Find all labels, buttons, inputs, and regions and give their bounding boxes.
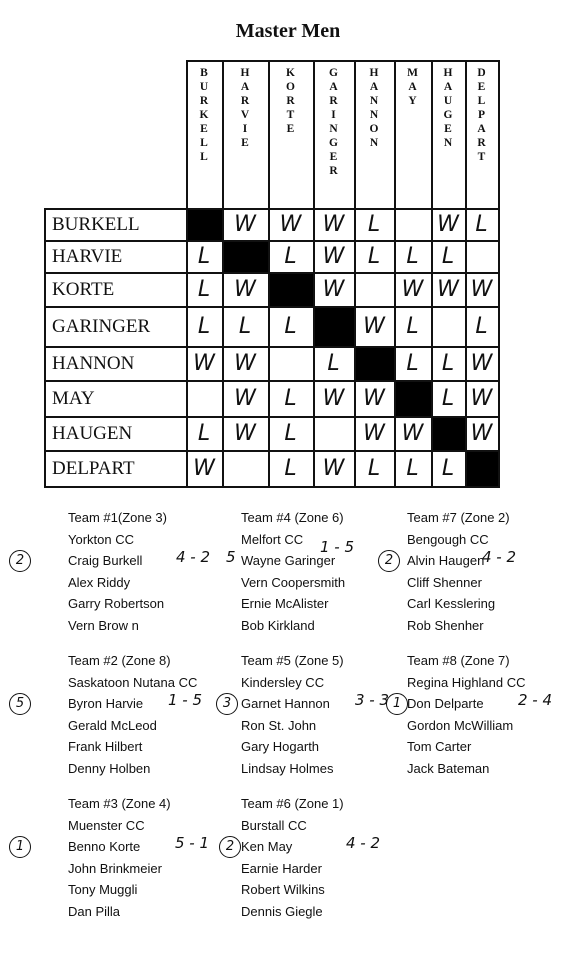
result-cell: L	[238, 313, 252, 339]
rank-circle: 5	[9, 693, 31, 715]
team-header: Team #7 (Zone 2)	[407, 510, 510, 525]
record-note: 4 - 2	[346, 834, 381, 852]
result-cell: W	[470, 420, 493, 446]
result-cell: W	[322, 385, 345, 411]
result-cell: L	[367, 243, 381, 269]
result-cell: W	[234, 276, 256, 302]
column-header: H A R V I E	[240, 67, 250, 149]
result-cell: L	[441, 455, 455, 481]
team-member: Garry Robertson	[68, 596, 165, 611]
team-club: Saskatoon Nutana CC	[68, 674, 198, 690]
team-member: John Brinkmeier	[68, 860, 162, 876]
team-member: Gordon McWilliam	[407, 717, 514, 733]
result-cell: L	[197, 276, 211, 302]
team-header: Team #3 (Zone 4)	[68, 796, 171, 811]
blocked-cell	[270, 274, 313, 306]
team-block	[241, 507, 345, 636]
team-skip: Alvin Haugen	[407, 553, 485, 568]
team-block	[68, 507, 167, 636]
row-label: HAUGEN	[52, 422, 133, 444]
team-club: Kindersley CC	[241, 674, 325, 690]
team-block	[68, 650, 197, 779]
result-cell: W	[322, 276, 345, 302]
result-cell: W	[363, 385, 385, 411]
result-cell: W	[470, 276, 493, 302]
row-label: KORTE	[52, 278, 115, 300]
result-cell: W	[279, 211, 302, 237]
team-member: Frank Hilbert	[68, 739, 143, 754]
record-note: 2 - 4	[518, 691, 553, 709]
result-cell: W	[401, 420, 424, 446]
team-header: Team #4 (Zone 6)	[241, 510, 344, 525]
team-member: Tom Carter	[407, 739, 472, 754]
result-cell: L	[197, 420, 211, 446]
result-cell: L	[441, 350, 455, 376]
team-skip: Don Delparte	[407, 696, 484, 711]
result-cell: L	[367, 455, 381, 481]
result-cell: L	[284, 243, 297, 269]
column-header: M A Y	[407, 67, 418, 107]
team-member: Denny Holben	[68, 760, 151, 776]
team-member: Tony Muggli	[68, 882, 138, 897]
team-block	[241, 793, 344, 922]
team-member: Bob Kirkland	[241, 617, 315, 633]
result-cell: W	[322, 455, 345, 481]
rank-circle: 2	[219, 836, 241, 858]
team-skip: Wayne Garinger	[241, 553, 336, 568]
team-block	[68, 793, 171, 922]
result-cell: W	[363, 313, 385, 339]
row-label: DELPART	[52, 457, 135, 479]
team-member: Jack Bateman	[407, 760, 490, 776]
result-cell: L	[406, 243, 419, 269]
team-member: Ron St. John	[241, 717, 317, 733]
team-member: Lindsay Holmes	[241, 760, 334, 776]
result-cell: L	[284, 313, 297, 339]
team-club: Melfort CC	[241, 531, 304, 547]
result-cell: W	[234, 420, 256, 446]
column-header: H A N N O N	[369, 67, 379, 149]
record-note: 1 - 5	[320, 538, 355, 556]
team-header: Team #2 (Zone 8)	[68, 653, 171, 668]
result-cell: W	[193, 350, 215, 376]
team-member: Gerald McLeod	[68, 717, 157, 733]
blocked-cell	[315, 308, 354, 346]
result-cell: L	[441, 385, 455, 411]
team-member: Robert Wilkins	[241, 882, 325, 897]
team-club: Bengough CC	[407, 531, 489, 547]
team-club: Muenster CC	[68, 817, 145, 833]
result-cell: W	[234, 385, 256, 411]
team-club: Yorkton CC	[68, 531, 134, 547]
result-cell: L	[475, 211, 488, 237]
record-note: 1 - 5	[168, 691, 203, 709]
team-member: Carl Kesslering	[407, 596, 496, 611]
blocked-cell	[356, 348, 394, 380]
team-member: Dennis Giegle	[241, 903, 323, 919]
team-member: Alex Riddy	[68, 574, 131, 590]
rank-circle: 2	[9, 550, 31, 572]
record-note: 3 - 3	[355, 691, 390, 709]
result-cell: L	[367, 211, 381, 237]
result-cell: L	[406, 313, 419, 339]
grid-line	[44, 208, 46, 488]
blocked-cell	[467, 452, 498, 486]
record-note: 4 - 2	[482, 548, 517, 566]
page-title: Master Men	[235, 20, 341, 42]
row-label: HANNON	[52, 352, 135, 374]
rank-circle: 1	[9, 836, 31, 858]
team-header: Team #5 (Zone 5)	[241, 653, 344, 668]
result-cell: W	[437, 211, 459, 237]
grid-line	[186, 60, 500, 62]
result-cell: W	[234, 211, 256, 237]
result-cell: L	[284, 385, 297, 411]
team-skip: Garnet Hannon	[241, 696, 330, 711]
rank-circle: 2	[378, 550, 400, 572]
blocked-cell	[188, 210, 222, 240]
team-member: Vern Brow n	[68, 617, 139, 633]
column-header: D E L P A R T	[477, 67, 486, 163]
team-member: Vern Coopersmith	[241, 574, 346, 590]
result-cell: W	[470, 350, 493, 376]
team-member: Cliff Shenner	[407, 574, 482, 590]
result-cell: L	[197, 243, 211, 269]
result-cell: L	[327, 350, 340, 376]
team-member: Dan Pilla	[68, 903, 121, 919]
column-header: B U R K E L L	[199, 67, 209, 163]
blocked-cell	[396, 382, 431, 416]
team-block	[407, 650, 526, 779]
rank-circle: 3	[216, 693, 238, 715]
team-skip: Benno Korte	[68, 839, 141, 854]
row-label: GARINGER	[52, 315, 151, 337]
result-cell: W	[322, 243, 345, 269]
blocked-cell	[224, 242, 268, 272]
column-header: H A U G E N	[443, 67, 453, 149]
result-cell: L	[441, 243, 455, 269]
team-block	[241, 650, 344, 779]
result-cell: W	[470, 385, 493, 411]
result-cell: W	[401, 276, 424, 302]
team-skip: Byron Harvie	[68, 696, 144, 711]
result-cell: L	[284, 455, 297, 481]
row-label: BURKELL	[52, 213, 140, 235]
team-member: Ernie McAlister	[241, 596, 329, 611]
result-cell: W	[193, 455, 215, 481]
result-cell: W	[363, 420, 385, 446]
result-cell: W	[437, 276, 459, 302]
result-cell: L	[197, 313, 211, 339]
result-cell: L	[406, 455, 419, 481]
skip-note: 5	[226, 548, 236, 566]
team-block	[407, 507, 510, 636]
team-member: Earnie Harder	[241, 860, 322, 876]
team-skip: Ken May	[241, 839, 293, 854]
result-cell: L	[475, 313, 488, 339]
result-cell: L	[284, 420, 297, 446]
column-header: K O R T E	[286, 67, 295, 135]
blocked-cell	[433, 418, 465, 450]
rank-circle: 1	[386, 693, 408, 715]
team-club: Burstall CC	[241, 817, 307, 833]
result-cell: W	[322, 211, 345, 237]
team-member: Gary Hogarth	[241, 739, 320, 754]
team-member: Rob Shenher	[407, 617, 484, 633]
team-skip: Craig Burkell	[68, 553, 143, 568]
grid-line	[498, 60, 500, 488]
team-header: Team #6 (Zone 1)	[241, 796, 344, 811]
record-note: 4 - 2	[176, 548, 211, 566]
team-header: Team #8 (Zone 7)	[407, 653, 510, 668]
row-label: MAY	[52, 387, 95, 409]
row-label: HARVIE	[52, 245, 123, 267]
record-note: 5 - 1	[175, 834, 210, 852]
result-cell: W	[234, 350, 256, 376]
team-club: Regina Highland CC	[407, 674, 526, 690]
column-header: G A R I N G E R	[329, 67, 338, 177]
team-header: Team #1(Zone 3)	[68, 510, 167, 525]
result-cell: L	[406, 350, 419, 376]
